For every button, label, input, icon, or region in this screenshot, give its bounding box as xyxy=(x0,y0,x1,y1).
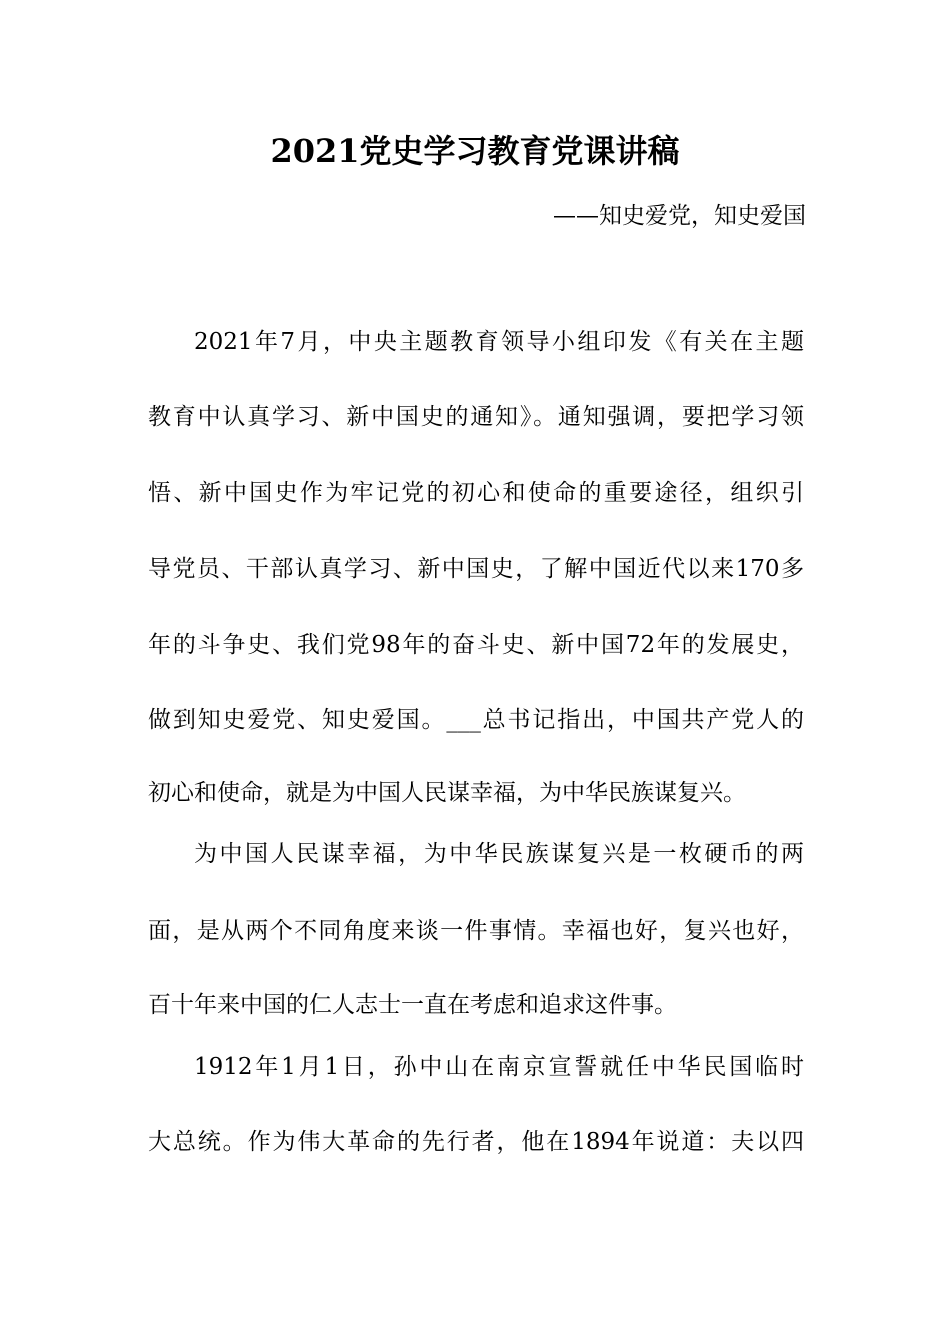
paragraph-3-line-1: 1912年1月1日，孙中山在南京宣誓就任中华民国临时 xyxy=(194,1054,804,1080)
paragraph-1-line-2: 教育中认真学习、新中国史的通知》。通知强调，要把学习领 xyxy=(148,404,804,430)
paragraph-2-line-3: 百十年来中国的仁人志士一直在考虑和追求这件事。 xyxy=(148,992,677,1018)
document-subtitle: ——知史爱党，知史爱国 xyxy=(553,203,806,229)
paragraph-1-line-1: 2021年7月，中央主题教育领导小组印发《有关在主题 xyxy=(194,329,804,355)
paragraph-1-line-6: 做到知史爱党、知史爱国。___总书记指出，中国共产党人的 xyxy=(148,707,804,733)
paragraph-1-line-5: 年的斗争史、我们党98年的奋斗史、新中国72年的发展史， xyxy=(148,632,804,658)
paragraph-2-line-1: 为中国人民谋幸福，为中华民族谋复兴是一枚硬币的两 xyxy=(194,841,804,867)
paragraph-1-line-4: 导党员、干部认真学习、新中国史，了解中国近代以来170多 xyxy=(148,556,804,582)
paragraph-1-line-3: 悟、新中国史作为牢记党的初心和使命的重要途径，组织引 xyxy=(148,480,804,506)
paragraph-2-line-2: 面，是从两个不同角度来谈一件事情。幸福也好，复兴也好， xyxy=(148,918,804,944)
document-title: 2021党史学习教育党课讲稿 xyxy=(270,132,680,170)
paragraph-1-line-7: 初心和使命，就是为中国人民谋幸福，为中华民族谋复兴。 xyxy=(148,780,746,806)
paragraph-3-line-2: 大总统。作为伟大革命的先行者，他在1894年说道：夫以四 xyxy=(148,1129,804,1155)
